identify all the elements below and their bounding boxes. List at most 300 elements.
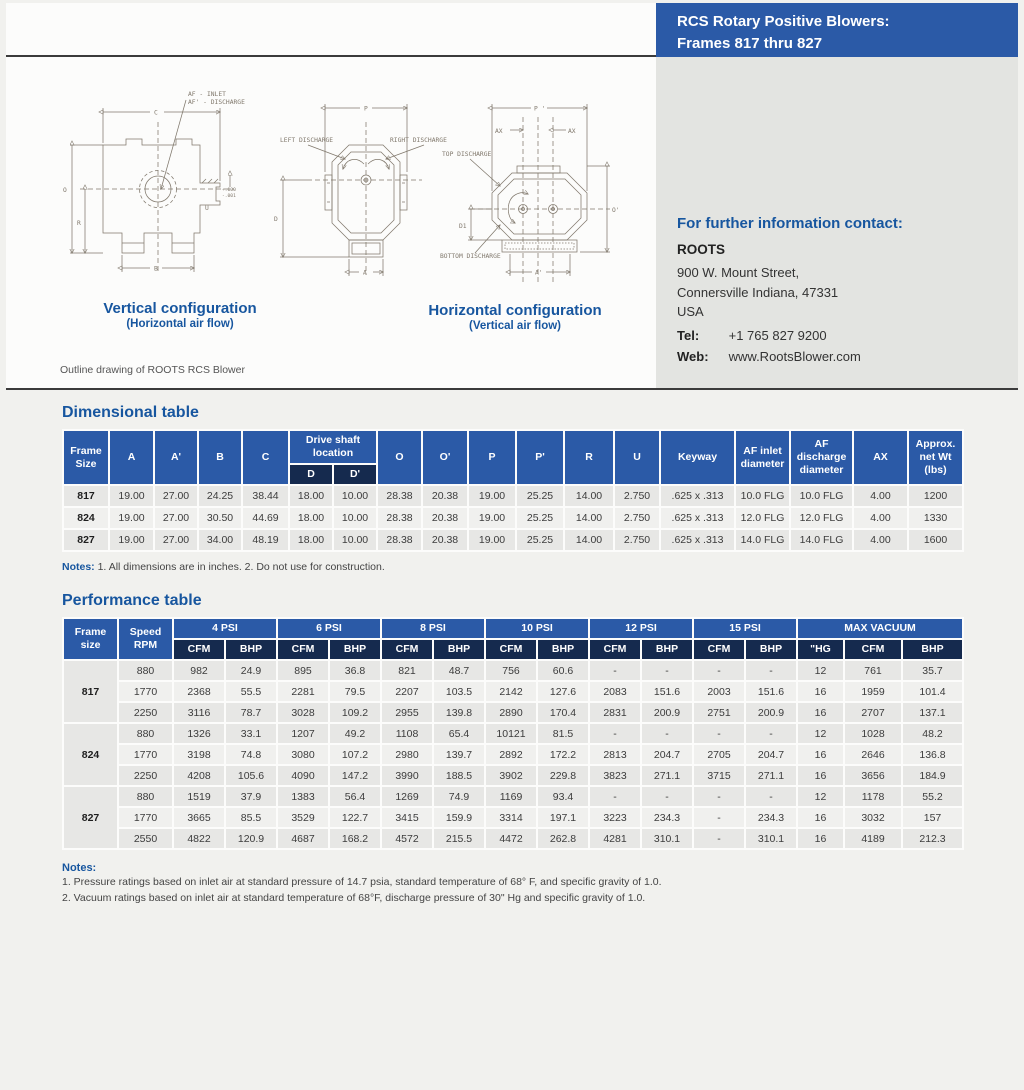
perf-value-cell: 2890 xyxy=(485,702,537,723)
outline-drawing-note: Outline drawing of ROOTS RCS Blower xyxy=(60,364,245,376)
col-header-u: U xyxy=(614,430,660,485)
dimensional-table xyxy=(62,429,964,552)
col-header-bhp: BHP xyxy=(902,639,963,660)
table-row xyxy=(63,744,963,765)
performance-notes xyxy=(62,862,982,907)
perf-value-cell: 2281 xyxy=(277,681,329,702)
col-header-cfm: CFM xyxy=(277,639,329,660)
frame-size-cell: 817 xyxy=(63,485,109,507)
col-header-hg: "HG xyxy=(797,639,844,660)
top-discharge-label: TOP DISCHARGE xyxy=(442,151,492,158)
perf-value-cell: 16 xyxy=(797,765,844,786)
contact-address-line: USA xyxy=(677,304,704,319)
perf-value-cell: 188.5 xyxy=(433,765,485,786)
col-header-o-prime: O' xyxy=(422,430,468,485)
col-header-bhp: BHP xyxy=(225,639,277,660)
col-header-p-prime: P' xyxy=(516,430,564,485)
perf-value-cell: 1959 xyxy=(844,681,902,702)
perf-value-cell: 36.8 xyxy=(329,660,381,681)
dim-value-cell: 14.0 FLG xyxy=(790,529,853,551)
perf-value-cell: 3990 xyxy=(381,765,433,786)
dim-value-cell: 18.00 xyxy=(289,485,333,507)
perf-value-cell: 85.5 xyxy=(225,807,277,828)
web-label: Web: xyxy=(677,348,709,364)
dim-value-cell: 10.0 FLG xyxy=(790,485,853,507)
perf-value-cell: 1169 xyxy=(485,786,537,807)
perf-value-cell: 151.6 xyxy=(641,681,693,702)
table-row xyxy=(63,660,963,681)
perf-value-cell: - xyxy=(693,807,745,828)
caption-sub: (Vertical air flow) xyxy=(468,320,562,332)
contact-address-line: 900 W. Mount Street, xyxy=(677,265,800,280)
perf-value-cell: - xyxy=(589,786,641,807)
perf-value-cell: 1383 xyxy=(277,786,329,807)
perf-value-cell: 122.7 xyxy=(329,807,381,828)
perf-value-cell: 157 xyxy=(902,807,963,828)
perf-value-cell: 2892 xyxy=(485,744,537,765)
perf-value-cell: 1178 xyxy=(844,786,902,807)
col-header-r: R xyxy=(564,430,614,485)
perf-value-cell: 3715 xyxy=(693,765,745,786)
perf-value-cell: - xyxy=(693,723,745,744)
perf-value-cell: 229.8 xyxy=(537,765,589,786)
dim-value-cell: 10.00 xyxy=(333,507,377,529)
dim-value-cell: 20.38 xyxy=(422,485,468,507)
contact-tel-row xyxy=(677,328,1008,343)
page-banner xyxy=(656,3,1018,57)
dim-value-cell: 2.750 xyxy=(614,529,660,551)
perf-value-cell: 310.1 xyxy=(745,828,797,849)
col-header-cfm: CFM xyxy=(173,639,225,660)
perf-value-cell: 2207 xyxy=(381,681,433,702)
col-header-cfm: CFM xyxy=(485,639,537,660)
perf-value-cell: 2980 xyxy=(381,744,433,765)
dim-value-cell: 25.25 xyxy=(516,507,564,529)
perf-value-cell: 4090 xyxy=(277,765,329,786)
perf-value-cell: - xyxy=(641,723,693,744)
dim-value-cell: 19.00 xyxy=(109,485,154,507)
col-header-c: C xyxy=(242,430,289,485)
table-row xyxy=(63,485,963,507)
perf-value-cell: 1207 xyxy=(277,723,329,744)
perf-value-cell: 168.2 xyxy=(329,828,381,849)
dim-p: P xyxy=(364,105,368,113)
col-header-b: B xyxy=(198,430,242,485)
perf-value-cell: - xyxy=(589,660,641,681)
speed-rpm-cell: 1770 xyxy=(118,681,173,702)
col-header-o: O xyxy=(377,430,422,485)
perf-value-cell: 184.9 xyxy=(902,765,963,786)
contact-company: ROOTS xyxy=(677,242,726,257)
dim-value-cell: 10.00 xyxy=(333,485,377,507)
perf-value-cell: 55.2 xyxy=(902,786,963,807)
col-header-10psi: 10 PSI xyxy=(485,618,589,639)
dimensional-section xyxy=(62,404,962,573)
dimensional-table-body xyxy=(63,485,963,551)
dim-value-cell: .625 x .313 xyxy=(660,507,735,529)
perf-value-cell: 147.2 xyxy=(329,765,381,786)
contact-heading: For further information contact: xyxy=(677,215,903,232)
perf-value-cell: 204.7 xyxy=(745,744,797,765)
col-header-15psi: 15 PSI xyxy=(693,618,797,639)
perf-value-cell: 172.2 xyxy=(537,744,589,765)
table-row xyxy=(63,529,963,551)
perf-value-cell: 4189 xyxy=(844,828,902,849)
horizontal-config-caption xyxy=(405,302,625,332)
perf-value-cell: 4687 xyxy=(277,828,329,849)
notes-label: Notes: xyxy=(62,862,97,874)
dim-ax-right: AX xyxy=(568,128,576,135)
perf-value-cell: 79.5 xyxy=(329,681,381,702)
perf-value-cell: 49.2 xyxy=(329,723,381,744)
speed-rpm-cell: 2250 xyxy=(118,702,173,723)
perf-value-cell: 3415 xyxy=(381,807,433,828)
perf-value-cell: - xyxy=(693,828,745,849)
perf-value-cell: 2955 xyxy=(381,702,433,723)
table-row xyxy=(63,702,963,723)
perf-value-cell: 107.2 xyxy=(329,744,381,765)
perf-value-cell: 2003 xyxy=(693,681,745,702)
perf-value-cell: 1108 xyxy=(381,723,433,744)
col-header-bhp: BHP xyxy=(745,639,797,660)
perf-value-cell: 55.5 xyxy=(225,681,277,702)
bottom-discharge-label: BOTTOM DISCHARGE xyxy=(440,253,501,260)
perf-value-cell: 2142 xyxy=(485,681,537,702)
col-header-af-discharge: AF discharge diameter xyxy=(790,430,853,485)
frame-size-cell: 824 xyxy=(63,507,109,529)
speed-rpm-cell: 1770 xyxy=(118,744,173,765)
frame-size-cell: 824 xyxy=(63,723,118,786)
perf-value-cell: 81.5 xyxy=(537,723,589,744)
col-header-a-prime: A' xyxy=(154,430,198,485)
frame-size-cell: 817 xyxy=(63,660,118,723)
dim-r: R xyxy=(77,220,81,227)
perf-value-cell: 4281 xyxy=(589,828,641,849)
dim-value-cell: 27.00 xyxy=(154,507,198,529)
col-header-cfm: CFM xyxy=(589,639,641,660)
dim-value-cell: 14.0 FLG xyxy=(735,529,790,551)
perf-value-cell: 204.7 xyxy=(641,744,693,765)
table-row xyxy=(63,507,963,529)
perf-value-cell: 24.9 xyxy=(225,660,277,681)
dim-value-cell: 18.00 xyxy=(289,507,333,529)
perf-value-cell: 1028 xyxy=(844,723,902,744)
col-header-12psi: 12 PSI xyxy=(589,618,693,639)
left-discharge-label: LEFT DISCHARGE xyxy=(280,137,334,144)
perf-value-cell: 3028 xyxy=(277,702,329,723)
perf-value-cell: 159.9 xyxy=(433,807,485,828)
perf-value-cell: 3665 xyxy=(173,807,225,828)
dim-value-cell: 19.00 xyxy=(109,529,154,551)
perf-value-cell: 310.1 xyxy=(641,828,693,849)
right-discharge-label: RIGHT DISCHARGE xyxy=(390,137,447,144)
vertical-config-drawing xyxy=(62,86,247,291)
dim-value-cell: 12.0 FLG xyxy=(790,507,853,529)
perf-value-cell: 215.5 xyxy=(433,828,485,849)
contact-panel xyxy=(656,57,1018,388)
col-header-ax: AX xyxy=(853,430,908,485)
dim-value-cell: 34.00 xyxy=(198,529,242,551)
dim-value-cell: 14.00 xyxy=(564,507,614,529)
dim-value-cell: 20.38 xyxy=(422,507,468,529)
perf-value-cell: 16 xyxy=(797,828,844,849)
dim-value-cell: 14.00 xyxy=(564,529,614,551)
perf-value-cell: 2083 xyxy=(589,681,641,702)
table-row xyxy=(63,765,963,786)
frame-size-cell: 827 xyxy=(63,529,109,551)
dim-value-cell: 28.38 xyxy=(377,507,422,529)
perf-value-cell: 3529 xyxy=(277,807,329,828)
col-header-speed-rpm: Speed RPM xyxy=(118,618,173,660)
dim-value-cell: 4.00 xyxy=(853,485,908,507)
table-row xyxy=(63,786,963,807)
perf-value-cell: 12 xyxy=(797,786,844,807)
col-header-net-wt: Approx. net Wt (lbs) xyxy=(908,430,963,485)
performance-table-body xyxy=(63,660,963,849)
perf-value-cell: 271.1 xyxy=(641,765,693,786)
col-header-bhp: BHP xyxy=(537,639,589,660)
col-header-8psi: 8 PSI xyxy=(381,618,485,639)
dim-value-cell: 28.38 xyxy=(377,529,422,551)
tel-value: +1 765 827 9200 xyxy=(728,327,827,343)
perf-value-cell: 3032 xyxy=(844,807,902,828)
perf-value-cell: 139.7 xyxy=(433,744,485,765)
col-header-frame-size: Frame Size xyxy=(63,430,109,485)
col-header-cfm: CFM xyxy=(693,639,745,660)
tolerance-minus: -.001 xyxy=(222,194,236,199)
perf-value-cell: 4208 xyxy=(173,765,225,786)
perf-value-cell: 3314 xyxy=(485,807,537,828)
web-value: www.RootsBlower.com xyxy=(728,348,861,364)
dim-value-cell: 14.00 xyxy=(564,485,614,507)
divider-bottom xyxy=(6,388,1018,390)
perf-value-cell: 109.2 xyxy=(329,702,381,723)
perf-value-cell: - xyxy=(693,660,745,681)
perf-value-cell: 48.7 xyxy=(433,660,485,681)
col-header-4psi: 4 PSI xyxy=(173,618,277,639)
dim-a-prime: A' xyxy=(535,269,543,277)
side-discharge-drawing xyxy=(272,92,462,292)
perf-value-cell: 234.3 xyxy=(641,807,693,828)
perf-value-cell: 127.6 xyxy=(537,681,589,702)
perf-value-cell: - xyxy=(641,786,693,807)
note-item: 2. Vacuum ratings based on inlet air at standard temperature of 68°F, discharge pressure of 30" Hg and specific gravity of 1.0. xyxy=(62,892,646,905)
dim-value-cell: 2.750 xyxy=(614,485,660,507)
perf-value-cell: 16 xyxy=(797,807,844,828)
perf-value-cell: 151.6 xyxy=(745,681,797,702)
perf-value-cell: 234.3 xyxy=(745,807,797,828)
perf-value-cell: 271.1 xyxy=(745,765,797,786)
col-header-d-prime: D' xyxy=(333,464,377,485)
dim-o: O xyxy=(63,187,67,194)
table-row xyxy=(63,807,963,828)
col-header-drive-shaft: Drive shaft location xyxy=(289,430,377,464)
col-header-d: D xyxy=(289,464,333,485)
perf-value-cell: 10121 xyxy=(485,723,537,744)
dim-d: D xyxy=(274,216,278,223)
perf-value-cell: 1269 xyxy=(381,786,433,807)
perf-value-cell: 60.6 xyxy=(537,660,589,681)
performance-table xyxy=(62,617,964,850)
dim-value-cell: .625 x .313 xyxy=(660,485,735,507)
dim-value-cell: 12.0 FLG xyxy=(735,507,790,529)
perf-value-cell: 65.4 xyxy=(433,723,485,744)
af-discharge-label: AF' - DISCHARGE xyxy=(188,99,245,106)
perf-value-cell: 1326 xyxy=(173,723,225,744)
perf-value-cell: 3656 xyxy=(844,765,902,786)
perf-value-cell: 139.8 xyxy=(433,702,485,723)
perf-value-cell: 2707 xyxy=(844,702,902,723)
dim-value-cell: 27.00 xyxy=(154,529,198,551)
perf-value-cell: 93.4 xyxy=(537,786,589,807)
perf-value-cell: - xyxy=(693,786,745,807)
dim-c: C xyxy=(154,109,158,117)
perf-value-cell: - xyxy=(745,660,797,681)
dim-value-cell: 44.69 xyxy=(242,507,289,529)
perf-value-cell: 170.4 xyxy=(537,702,589,723)
dim-o-prime: O' xyxy=(612,207,620,214)
col-header-cfm: CFM xyxy=(844,639,902,660)
perf-value-cell: 3080 xyxy=(277,744,329,765)
col-header-max-vacuum: MAX VACUUM xyxy=(797,618,963,639)
perf-value-cell: 2831 xyxy=(589,702,641,723)
perf-value-cell: 33.1 xyxy=(225,723,277,744)
perf-value-cell: 16 xyxy=(797,744,844,765)
performance-table-title: Performance table xyxy=(62,592,202,609)
caption-title: Horizontal configuration xyxy=(428,302,602,319)
performance-section xyxy=(62,592,962,850)
dim-a: A xyxy=(363,269,367,277)
perf-value-cell: 4822 xyxy=(173,828,225,849)
perf-value-cell: 262.8 xyxy=(537,828,589,849)
perf-value-cell: 136.8 xyxy=(902,744,963,765)
dim-value-cell: 1600 xyxy=(908,529,963,551)
perf-value-cell: 761 xyxy=(844,660,902,681)
dim-value-cell: 4.00 xyxy=(853,529,908,551)
perf-value-cell: 78.7 xyxy=(225,702,277,723)
col-header-cfm: CFM xyxy=(381,639,433,660)
perf-value-cell: 1519 xyxy=(173,786,225,807)
perf-value-cell: 982 xyxy=(173,660,225,681)
perf-value-cell: - xyxy=(589,723,641,744)
dim-value-cell: 2.750 xyxy=(614,507,660,529)
dim-ax-left: AX xyxy=(495,128,503,135)
dim-d1: D1 xyxy=(459,223,467,230)
speed-rpm-cell: 880 xyxy=(118,660,173,681)
perf-value-cell: 137.1 xyxy=(902,702,963,723)
perf-value-cell: 200.9 xyxy=(641,702,693,723)
dim-value-cell: 24.25 xyxy=(198,485,242,507)
dim-value-cell: 10.00 xyxy=(333,529,377,551)
perf-value-cell: 120.9 xyxy=(225,828,277,849)
perf-value-cell: 821 xyxy=(381,660,433,681)
dimensional-notes xyxy=(62,561,962,573)
speed-rpm-cell: 880 xyxy=(118,723,173,744)
perf-value-cell: 16 xyxy=(797,702,844,723)
dim-value-cell: 1200 xyxy=(908,485,963,507)
perf-value-cell: 197.1 xyxy=(537,807,589,828)
perf-value-cell: 3902 xyxy=(485,765,537,786)
perf-value-cell: 3198 xyxy=(173,744,225,765)
perf-value-cell: 16 xyxy=(797,681,844,702)
perf-value-cell: 35.7 xyxy=(902,660,963,681)
perf-value-cell: 2705 xyxy=(693,744,745,765)
speed-rpm-cell: 2550 xyxy=(118,828,173,849)
perf-value-cell: 37.9 xyxy=(225,786,277,807)
perf-value-cell: 212.3 xyxy=(902,828,963,849)
col-header-keyway: Keyway xyxy=(660,430,735,485)
dimensional-notes-text: 1. All dimensions are in inches. 2. Do not use for construction. xyxy=(97,561,385,574)
dim-value-cell: 19.00 xyxy=(468,529,516,551)
perf-value-cell: 200.9 xyxy=(745,702,797,723)
perf-value-cell: 101.4 xyxy=(902,681,963,702)
dimensional-table-title: Dimensional table xyxy=(62,404,199,421)
perf-value-cell: 2813 xyxy=(589,744,641,765)
dim-value-cell: 19.00 xyxy=(468,485,516,507)
dim-b: B xyxy=(154,265,158,273)
dim-value-cell: 27.00 xyxy=(154,485,198,507)
col-header-bhp: BHP xyxy=(641,639,693,660)
table-row xyxy=(63,828,963,849)
dim-value-cell: 28.38 xyxy=(377,485,422,507)
dim-value-cell: 4.00 xyxy=(853,507,908,529)
perf-value-cell: 12 xyxy=(797,723,844,744)
perf-value-cell: - xyxy=(745,786,797,807)
dim-value-cell: 25.25 xyxy=(516,485,564,507)
perf-value-cell: 48.2 xyxy=(902,723,963,744)
col-header-6psi: 6 PSI xyxy=(277,618,381,639)
top-discharge-drawing xyxy=(440,92,665,292)
perf-value-cell: 3116 xyxy=(173,702,225,723)
af-inlet-label: AF - INLET xyxy=(188,91,226,98)
banner-title-line1: RCS Rotary Positive Blowers: xyxy=(677,13,890,30)
col-header-bhp: BHP xyxy=(329,639,381,660)
note-item: 1. Pressure ratings based on inlet air at standard pressure of 14.7 psia, standard temperature of 68° F, and specific gravity of 1.0. xyxy=(62,876,662,888)
perf-value-cell: 2368 xyxy=(173,681,225,702)
dim-value-cell: .625 x .313 xyxy=(660,529,735,551)
dim-value-cell: 30.50 xyxy=(198,507,242,529)
speed-rpm-cell: 1770 xyxy=(118,807,173,828)
perf-value-cell: 756 xyxy=(485,660,537,681)
perf-value-cell: 4572 xyxy=(381,828,433,849)
perf-value-cell: 3223 xyxy=(589,807,641,828)
perf-value-cell: 2751 xyxy=(693,702,745,723)
banner-title-line2: Frames 817 thru 827 xyxy=(677,34,823,52)
tel-label: Tel: xyxy=(677,327,700,343)
perf-value-cell: - xyxy=(641,660,693,681)
perf-value-cell: 895 xyxy=(277,660,329,681)
col-header-a: A xyxy=(109,430,154,485)
perf-value-cell: 103.5 xyxy=(433,681,485,702)
dimensional-notes-label: Notes: xyxy=(62,561,95,574)
perf-value-cell: 2646 xyxy=(844,744,902,765)
divider-top xyxy=(6,55,656,57)
col-header-frame-size: Frame size xyxy=(63,618,118,660)
dim-value-cell: 38.44 xyxy=(242,485,289,507)
dim-value-cell: 19.00 xyxy=(468,507,516,529)
dim-value-cell: 48.19 xyxy=(242,529,289,551)
contact-web-row xyxy=(677,349,1008,364)
col-header-p: P xyxy=(468,430,516,485)
table-row xyxy=(63,723,963,744)
table-row xyxy=(63,681,963,702)
dim-value-cell: 19.00 xyxy=(109,507,154,529)
vertical-config-caption xyxy=(70,300,290,330)
tolerance-plus: +.000 xyxy=(222,188,236,193)
perf-value-cell: 74.8 xyxy=(225,744,277,765)
dim-value-cell: 20.38 xyxy=(422,529,468,551)
perf-value-cell: 56.4 xyxy=(329,786,381,807)
